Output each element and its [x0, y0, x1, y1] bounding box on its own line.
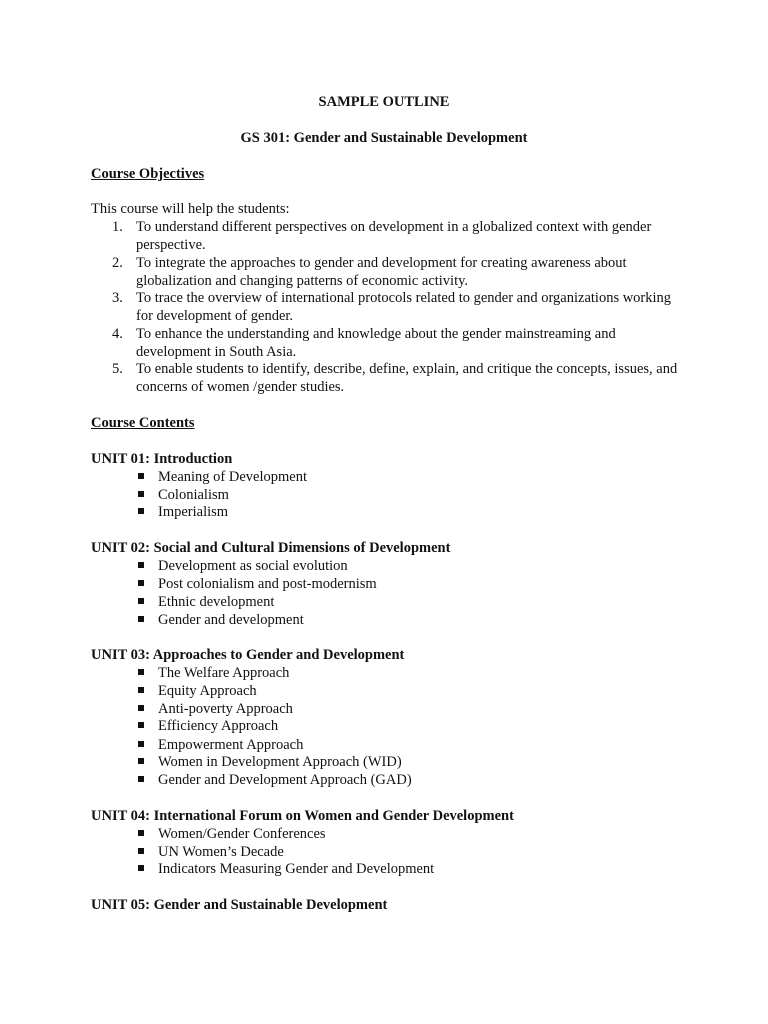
list-item-text: Anti-poverty Approach [158, 701, 293, 717]
bullet-icon [138, 616, 144, 622]
list-item-text: Gender and development [158, 612, 304, 628]
bullet-icon [138, 598, 144, 604]
list-item-text: Meaning of Development [158, 469, 307, 485]
list-item-text: Ethnic development [158, 594, 275, 610]
list-item-text: The Welfare Approach [158, 665, 290, 681]
bullet-icon [138, 669, 144, 675]
bullet-icon [138, 776, 144, 782]
bullet-icon [138, 687, 144, 693]
objectives-intro: This course will help the students: [91, 201, 290, 217]
bullet-icon [138, 722, 144, 728]
objective-number: 1. [112, 219, 123, 235]
unit-title: UNIT 02: Social and Cultural Dimensions of Development [91, 540, 451, 556]
list-item [138, 682, 257, 700]
objective-number: 3. [112, 290, 123, 306]
list-item [138, 825, 326, 843]
list-item [138, 503, 228, 521]
objective-text: To trace the overview of international protocols related to gender and organizations working for development of gender. [136, 290, 672, 324]
list-item-text: Imperialism [158, 504, 229, 520]
list-item [138, 593, 274, 611]
list-item [138, 575, 377, 593]
list-item-text: Post colonialism and post-modernism [158, 576, 377, 592]
list-item-text: Indicators Measuring Gender and Development [158, 861, 435, 877]
list-item [138, 717, 278, 735]
list-item [138, 468, 307, 486]
list-item [138, 860, 434, 878]
objective-text: To enable students to identify, describe, define, explain, and critique the concepts, issues, and concerns of women /gender studies. [136, 361, 678, 395]
list-item-text: Gender and Development Approach (GAD) [158, 772, 412, 788]
list-item [138, 700, 293, 718]
bullet-icon [138, 491, 144, 497]
list-item [138, 611, 304, 629]
unit-title: UNIT 01: Introduction [91, 451, 233, 467]
course-title: GS 301: Gender and Sustainable Development [240, 130, 528, 146]
list-item [138, 753, 402, 771]
list-item [138, 557, 348, 575]
list-item [138, 771, 412, 789]
unit-title: UNIT 04: International Forum on Women and Gender Development [91, 808, 514, 824]
unit-title: UNIT 05: Gender and Sustainable Development [91, 897, 388, 913]
list-item-text: Equity Approach [158, 683, 257, 699]
bullet-icon [138, 741, 144, 747]
list-item-text: UN Women’s Decade [158, 844, 284, 860]
list-item [138, 664, 289, 682]
list-item-text: Women in Development Approach (WID) [158, 754, 402, 770]
list-item-text: Empowerment Approach [158, 737, 304, 753]
bullet-icon [138, 830, 144, 836]
bullet-icon [138, 848, 144, 854]
unit-title: UNIT 03: Approaches to Gender and Development [91, 647, 405, 663]
document-title: SAMPLE OUTLINE [318, 94, 450, 110]
bullet-icon [138, 473, 144, 479]
list-item-text: Colonialism [158, 487, 229, 503]
objective-number: 4. [112, 326, 123, 342]
bullet-icon [138, 865, 144, 871]
objective-number: 2. [112, 255, 123, 271]
objective-number: 5. [112, 361, 123, 377]
objective-text: To understand different perspectives on development in a globalized context with gender perspective. [136, 219, 652, 253]
list-item-text: Women/Gender Conferences [158, 826, 326, 842]
objective-text: To integrate the approaches to gender and development for creating awareness about globalization and changing patterns of economic activity. [136, 255, 627, 289]
list-item-text: Development as social evolution [158, 558, 348, 574]
list-item-text: Efficiency Approach [158, 718, 279, 734]
list-item [138, 736, 303, 754]
objective-text: To enhance the understanding and knowledge about the gender mainstreaming and development in South Asia. [136, 326, 616, 360]
bullet-icon [138, 508, 144, 514]
bullet-icon [138, 758, 144, 764]
list-item [138, 486, 229, 504]
contents-heading: Course Contents [91, 415, 195, 431]
list-item [138, 843, 284, 861]
bullet-icon [138, 562, 144, 568]
objectives-heading: Course Objectives [91, 166, 205, 182]
bullet-icon [138, 580, 144, 586]
bullet-icon [138, 705, 144, 711]
